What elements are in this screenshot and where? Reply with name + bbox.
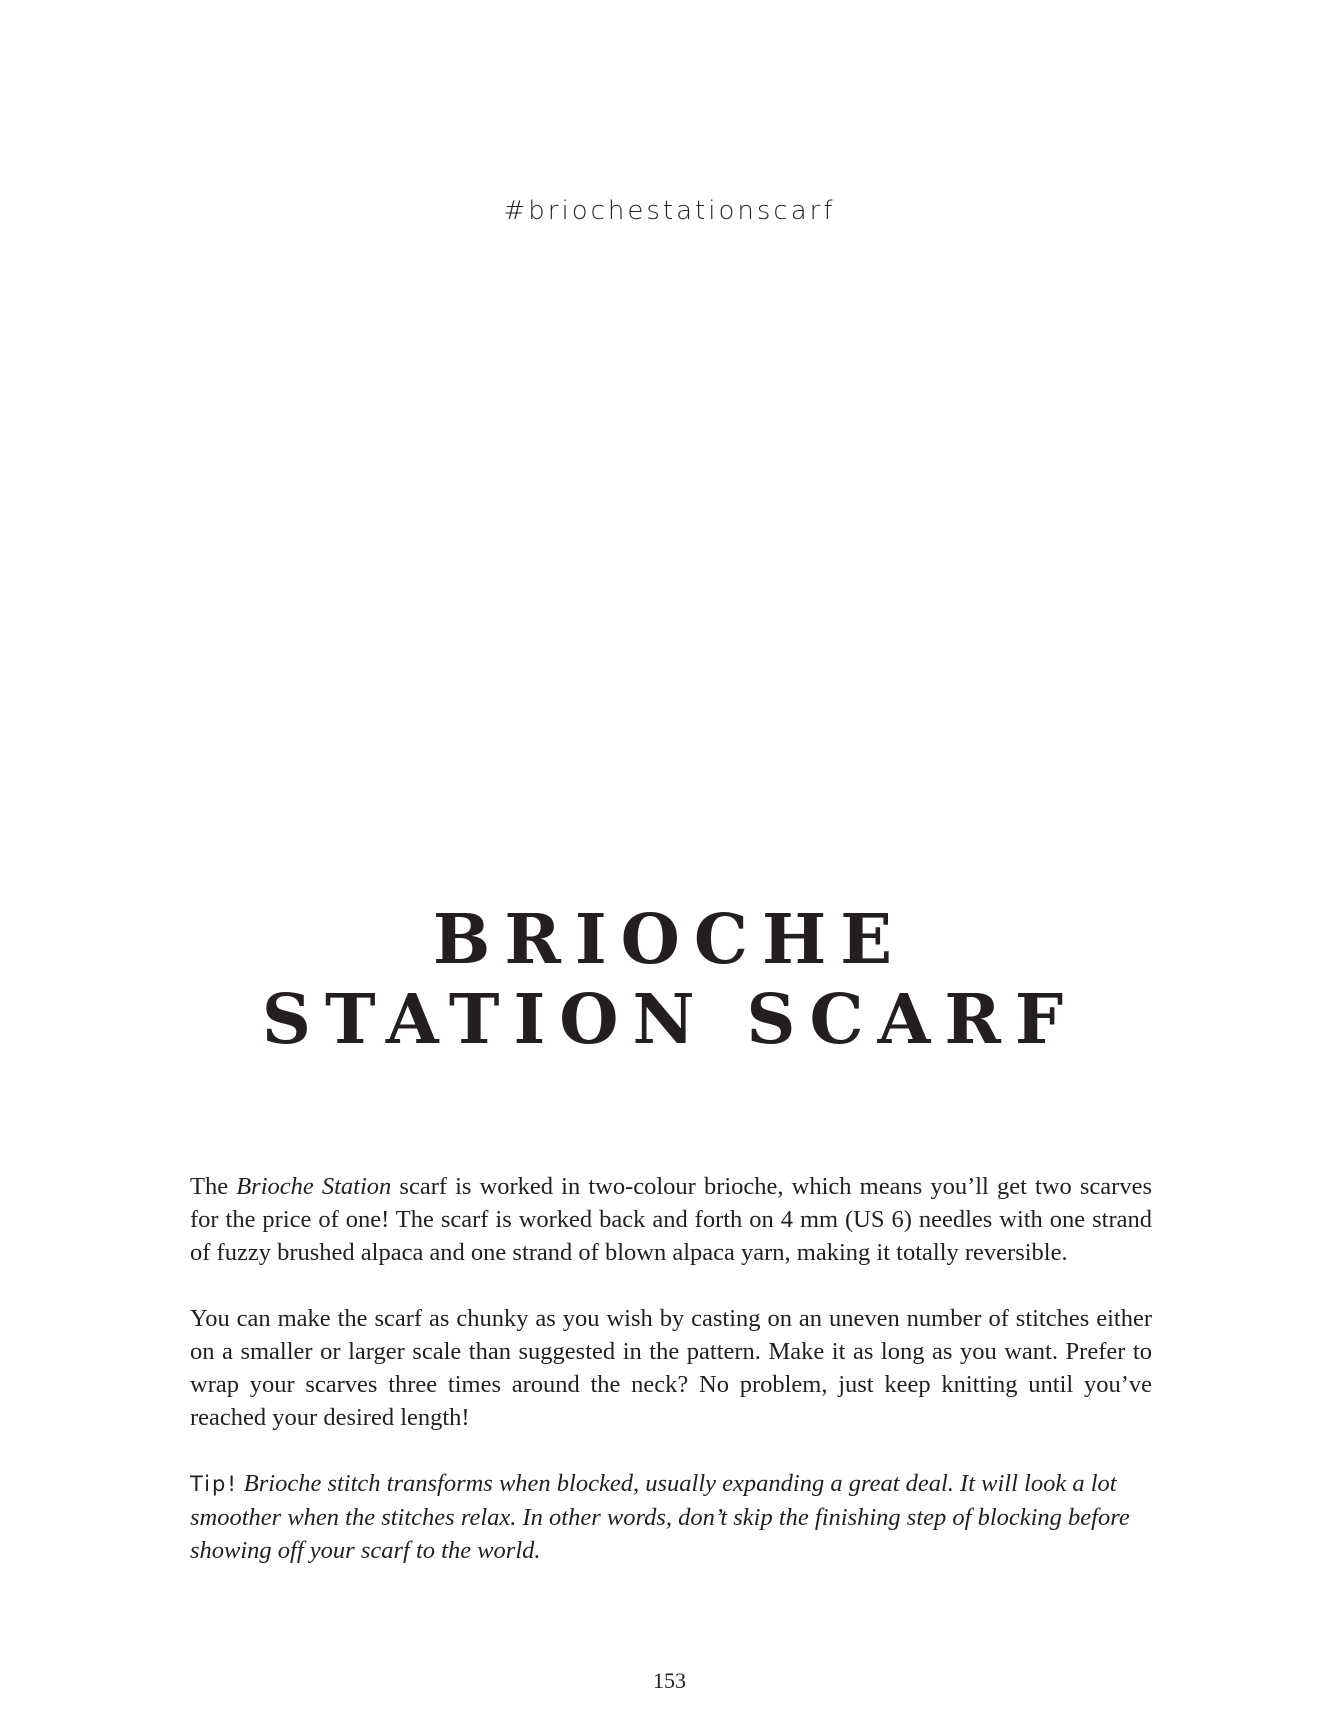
- title-line-2: STATION SCARF: [261, 980, 1078, 1060]
- page-title: [0, 900, 1339, 1060]
- tip-text: Brioche stitch transforms when blocked, usually expanding a great deal. It will look a lot smoother when the stitches relax. In other words, don’t skip the finishing step of blocking before showing off your scarf to the world.: [190, 1470, 1130, 1564]
- hashtag: #briochestationscarf: [503, 196, 836, 226]
- sizing-paragraph: You can make the scarf as chunky as you wish by casting on an uneven number of stitches either on a smaller or larger scale than suggested in the pattern. Make it as long as you want. Prefer to wrap your scarves three times around the neck? No problem, just keep knitting until you’ve reached your desired length!: [190, 1305, 1152, 1431]
- tip-paragraph: [190, 1467, 1152, 1567]
- intro-paragraph: [190, 1170, 1152, 1269]
- pattern-name: Brioche Station: [236, 1173, 392, 1200]
- intro-paragraph-post: scarf is worked in two-colour brioche, which means you’ll get two scarves for the price of one! The scarf is worked back and forth on 4 mm (US 6) needles with one strand of fuzzy brushed alpaca and one strand of blown alpaca yarn, making it totally reversible.: [190, 1173, 1152, 1266]
- tip-block: [190, 1467, 1152, 1567]
- body-text: [190, 1170, 1152, 1600]
- tip-label: Tip!: [190, 1472, 238, 1496]
- title-line-1: BRIOCHE: [432, 900, 907, 980]
- intro-paragraph-pre: The: [190, 1173, 237, 1200]
- page-number: 153: [653, 1668, 686, 1693]
